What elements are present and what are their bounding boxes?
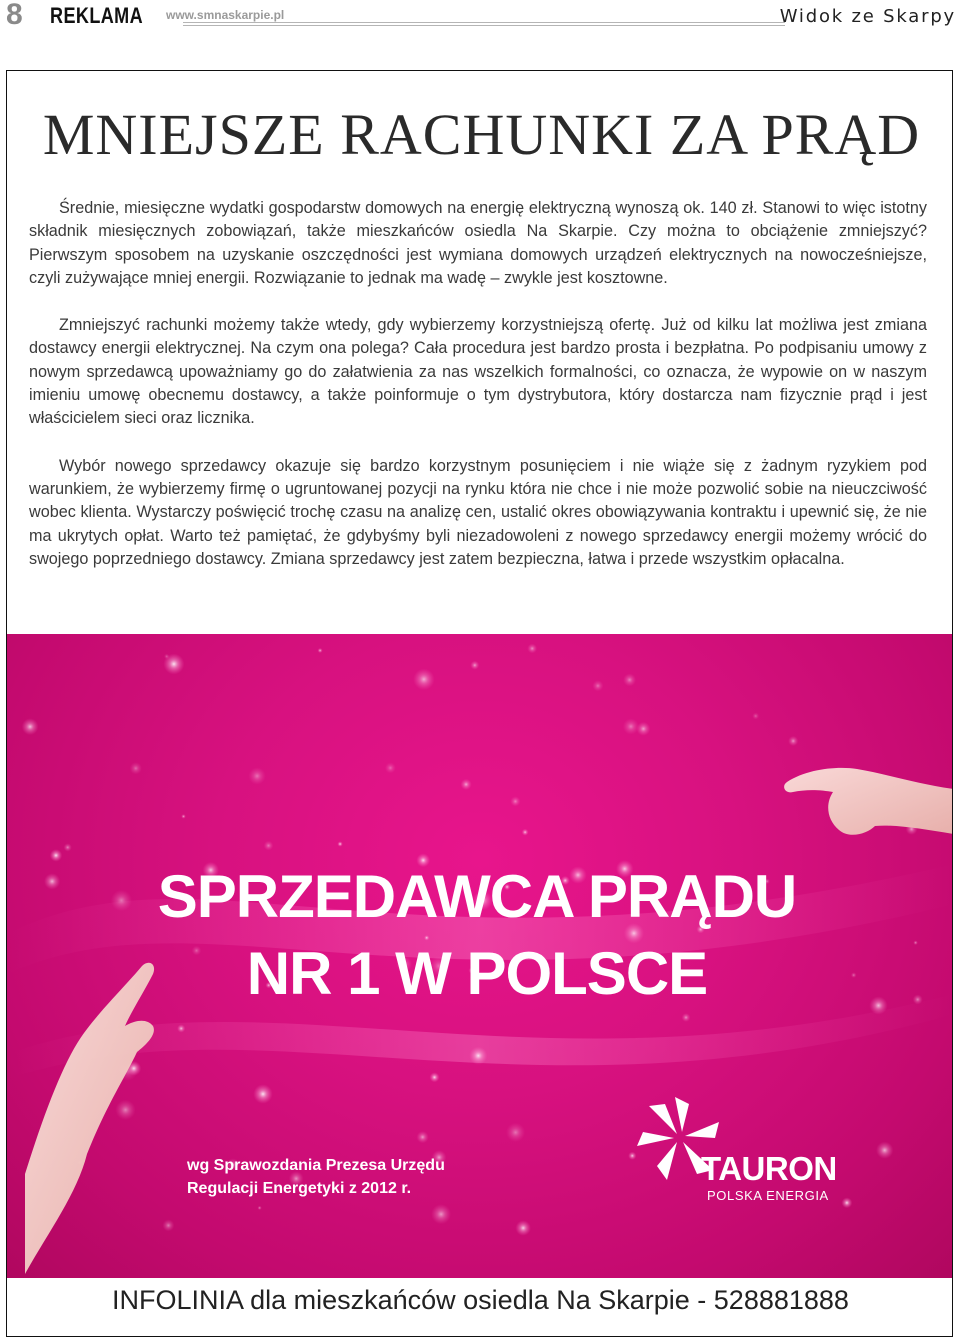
left-hand-icon [25, 963, 154, 1274]
advertisement [6, 70, 953, 1337]
sparkle [788, 736, 798, 746]
sparkle [248, 767, 265, 784]
sparkle [413, 669, 435, 691]
ad-body [29, 197, 927, 595]
sparkle [337, 841, 342, 846]
logo-brand-name: TAURON [701, 1150, 837, 1187]
pink-banner [7, 634, 953, 1278]
section-title: REKLAMA [50, 3, 144, 28]
sparkle [469, 1047, 487, 1065]
sparkle [522, 829, 529, 836]
sparkle [264, 841, 274, 851]
sparkle [461, 779, 472, 790]
sparkle [64, 843, 72, 851]
slogan-line-2: NR 1 W POLSCE [246, 940, 708, 1007]
sparkle [181, 814, 186, 819]
ad-paragraph-3: Wybór nowego sprzedawcy okazuje się bardzo korzystnym posunięciem i nie wiąże się z żadnym ryzykiem pod warunkiem, że wybierzemy firmę o ugruntowanej pozycji na rynku która nie chce i nie może pozwolić sobie na nieuczciwość wobec klienta. Wystarczy poświęcić trochę czasu na analizę cen, ustalić okres obowiązywania kontraktu i upewnić się, że nie ma ukrytych opłat. Warto też pamiętać, że gdybyśmy byli niezadowoleni z nowego sprzedawcy energii możemy wrócić do swojego poprzedniego dostawcy. Zmiana sprzedawcy jest zatem bezpieczna, łatwa i przede wszystkim opłacalna. [29, 456, 927, 568]
sparkle [527, 644, 537, 654]
tauron-logo [627, 1092, 867, 1212]
source-line-1: wg Sprawozdania Prezesa Urzędu [187, 1157, 445, 1174]
sparkle [417, 1131, 429, 1143]
sparkle [431, 1204, 451, 1224]
sparkle [385, 762, 396, 773]
sparkle [913, 995, 923, 1005]
source-line-2: Regulacji Energetyki z 2012 r. [187, 1180, 412, 1197]
sparkle [115, 1100, 135, 1120]
sparkle [876, 1142, 893, 1159]
sparkle [516, 1220, 531, 1235]
logo-tagline: POLSKA ENERGIA [707, 1188, 829, 1203]
right-hand-icon [784, 768, 953, 835]
sparkle [253, 1084, 272, 1103]
sparkle [50, 849, 62, 861]
sparkle [592, 680, 603, 691]
infoline: INFOLINIA dla mieszkańców osiedla Na Skarpie - 528881888 [112, 1285, 849, 1315]
page-header [0, 0, 960, 40]
ad-paragraph-1: Średnie, miesięczne wydatki gospodarstw domowych na energię elektryczną wynoszą ok. 140 zł. Stanowi to więc istotny składnik miesięcznych zobowiązań, także mieszkańców osiedla Na Skarpie. Czy można to obciążenie zmniejszyć? Pierwszym sposobem na uzyskanie oszczędności jest wymiana domowych urządzeń elektrycznych na nowocześniejsze, czyli zużywające mniej energii. Rozwiązanie to jednak ma wadę – zwykle jest kosztowne. [29, 199, 927, 287]
ad-headline: MNIEJSZE RACHUNKI ZA PRĄD [42, 102, 921, 167]
sparkle [44, 873, 60, 889]
sparkle [913, 940, 918, 945]
sparkle [318, 648, 323, 653]
sparkle [623, 718, 639, 734]
sparkle [470, 661, 479, 670]
sparkle [130, 762, 142, 774]
slogan-line-1: SPRZEDAWCA PRĄDU [157, 863, 797, 930]
publication-name: Widok ze Skarpy [779, 6, 956, 27]
sparkle [258, 1206, 262, 1210]
sparkle [162, 1219, 174, 1231]
sparkle [430, 1072, 440, 1082]
header-rule [183, 22, 785, 26]
sparkle [510, 796, 520, 806]
sparkle [22, 718, 39, 735]
sparkle [682, 1013, 691, 1022]
sparkle [506, 1123, 525, 1142]
sparkle [164, 654, 169, 659]
sparkle [623, 673, 636, 686]
site-url[interactable]: www.smnaskarpie.pl [166, 8, 285, 22]
page-number: 8 [6, 0, 23, 31]
sparkle [752, 713, 759, 720]
ad-paragraph-2: Zmniejszyć rachunki możemy także wtedy, gdy wybierzemy korzystniejszą ofertę. Już od kilku lat możliwa jest zmiana dostawcy energii elektrycznej. Na czym ona polega? Cała procedura jest bardzo prosta i bezpłatna. Po podpisaniu umowy z nowym sprzedawcą upoważniamy go do załatwienia za nas wszelkich formalności, co oznacza, że wypowie on w naszym imieniu umowę obecnemu dostawcy, a także poinformuje o tym dystrybutora, który dostarcza nam fizycznie prąd i jest właścicielem sieci oraz licznika. [29, 316, 927, 428]
sparkle [177, 1024, 185, 1032]
